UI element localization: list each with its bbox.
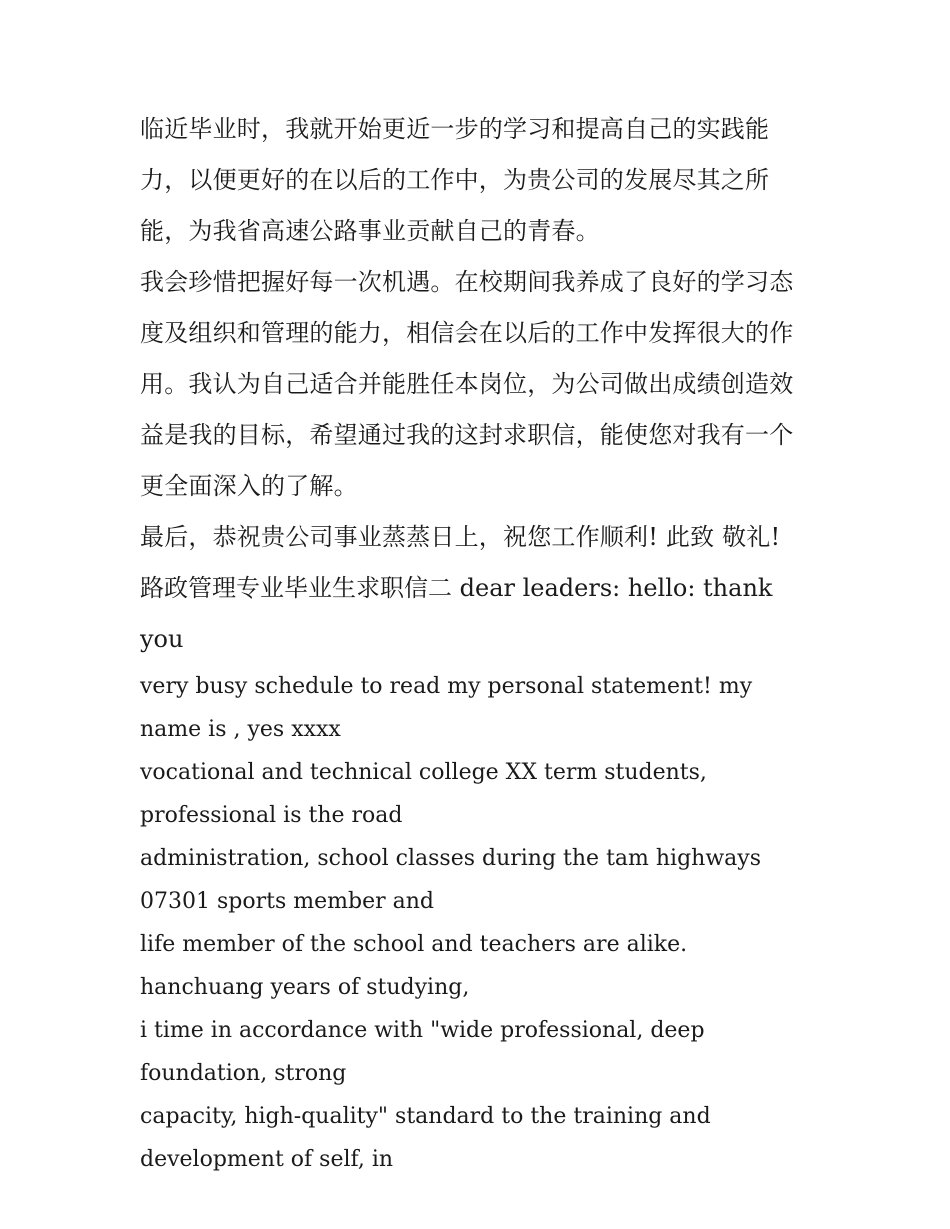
text-line: 用。我认为自己适合并能胜任本岗位，为公司做出成绩创造效	[140, 370, 794, 398]
english-paragraph: administration, school classes during the tam highways 07301 sports member and	[140, 846, 762, 914]
text-line: 能，为我省高速公路事业贡献自己的青春。	[140, 217, 600, 245]
text-line: 度及组织和管理的能力，相信会在以后的工作中发挥很大的作	[140, 319, 794, 347]
english-paragraph: i time in accordance with "wide professional, deep foundation, strong	[140, 1018, 705, 1086]
document-body	[140, 104, 812, 1181]
english-paragraph: life member of the school and teachers are alike. hanchuang years of studying,	[140, 932, 688, 1000]
text-line: 益是我的目标，希望通过我的这封求职信，能使您对我有一个	[140, 421, 794, 449]
english-paragraph: capacity, high-quality" standard to the training and development of self, in	[140, 1104, 711, 1172]
paragraph-closing	[140, 512, 812, 563]
text-line: 更全面深入的了解。	[140, 472, 358, 500]
letter-two-heading: 路政管理专业毕业生求职信二 dear leaders: hello: thank you	[140, 574, 773, 653]
text-line: 最后，恭祝贵公司事业蒸蒸日上，祝您工作顺利! 此致 敬礼!	[140, 523, 781, 551]
text-line: 我会珍惜把握好每一次机遇。在校期间我养成了良好的学习态	[140, 268, 794, 296]
english-paragraph: very busy schedule to read my personal statement! my name is , yes xxxx	[140, 674, 753, 742]
paragraph-opportunity	[140, 257, 812, 512]
english-paragraph: vocational and technical college XX term students, professional is the road	[140, 760, 707, 828]
paragraph-graduation	[140, 104, 812, 257]
text-line: 力，以便更好的在以后的工作中，为贵公司的发展尽其之所	[140, 166, 770, 194]
text-line: 临近毕业时，我就开始更近一步的学习和提高自己的实践能	[140, 115, 770, 143]
